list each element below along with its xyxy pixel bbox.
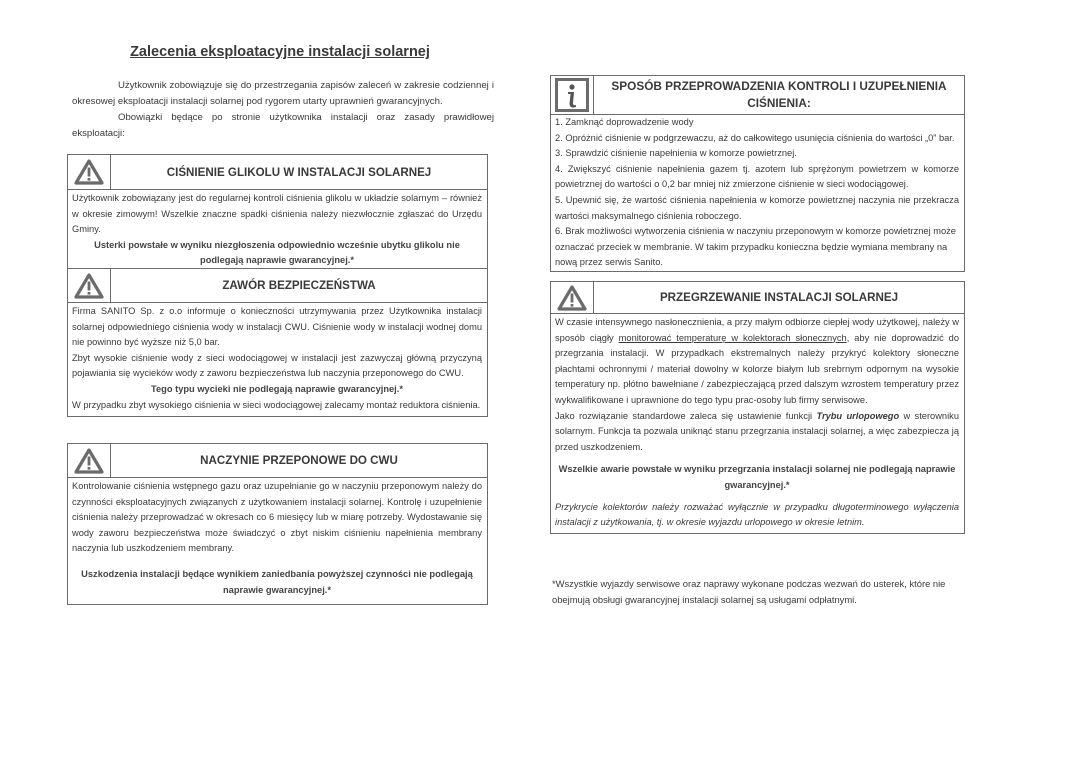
warning-triangle-icon [551,282,594,313]
italic-term: Trybu urlopowego [816,410,900,421]
text-span: Jako rozwiązanie standardowe zaleca się ustawienie funkcji [555,410,817,421]
section-text: Firma SANITO Sp. z o.o informuje o konieczności utrzymywania przez Użytkownika instalacji solarnej odpowiedniego ciśnienia wody w instalacji CWU. Ciśnienie wody w instalacji wodnej domu nie powinno być wyższe niż 5,0 bar. [72,306,482,348]
section-expansion-vessel [67,443,488,605]
warranty-note: Wszelkie awarie powstałe w wyniku przegrzania instalacji solarnej nie podlegają naprawie gwarancyjnej.* [558,464,956,490]
procedure-step: 1. Zamknąć doprowadzenie wody [555,117,694,127]
warning-triangle-icon [68,444,111,477]
section-safety-valve [67,268,488,417]
section-glikol-pressure [67,154,488,273]
section-heading: CIŚNIENIE GLIKOLU W INSTALACJI SOLARNEJ [166,165,432,179]
procedure-step: 5. Upewnić się, że wartość ciśnienia napełnienia w komorze powietrznej naczynia nie przekracza wartości maksymalnego ciśnienia roboczego. [555,194,959,221]
italic-note: Przykrycie kolektorów należy rozważać wyłącznie w przypadku długoterminowego wyłączenia instalacji z użytkowania, tj. w okresie wyjazdu urlopowego w okresie letnim. [555,501,959,528]
procedure-step: 3. Sprawdzić ciśnienie napełnienia w komorze powietrznej. [555,148,797,159]
procedure-step: 2. Opróżnić ciśnienie w podgrzewaczu, aż do całkowitego usunięcia ciśnienia do wartości „0” bar. [555,132,955,143]
section-heading: PRZEGRZEWANIE INSTALACJI SOLARNEJ [659,291,899,304]
warranty-note: Usterki powstałe w wyniku niezgłoszenia odpowiednio wcześnie ubytku glikolu nie podlegają naprawie gwarancyjnej.* [94,239,460,266]
section-text: W przypadku zbyt wysokiego ciśnienia w sieci wodociągowej zalecamy montaż reduktora ciśnienia. [72,399,481,410]
section-text: Zbyt wysokie ciśnienie wody z sieci wodociągowej w instalacji jest zazwyczaj główną przyczyną pojawiania się wycieków wody z zaworu bezpieczeństwa lub naczynia przeponowego do CWU. [72,352,482,379]
warranty-note: Tego typu wycieki nie podlegają naprawie gwarancyjnej.* [151,383,403,394]
footnote: *Wszystkie wyjazdy serwisowe oraz naprawy wykonane podczas wezwań do usterek, które nie obejmują obsługi gwarancyjnej instalacji solarnej są usługami odpłatnymi. [552,578,946,605]
intro-paragraph: Użytkownik zobowiązuje się do przestrzegania zapisów zaleceń w zakresie codziennej i okresowej eksploatacji instalacji solarnej pod rygorem utarty uprawnień gwarancyjnych. [72,80,494,107]
intro [72,78,494,142]
text-span: w sterowniku solarnym. Funkcja ta pozwala uniknąć stanu przegrzania instalacji solarnej, a więc zabezpiecza ją przed uszkodzeniem. [555,410,959,452]
section-pressure-procedure [550,75,965,272]
warning-triangle-icon [68,155,111,189]
section-heading: SPOSÓB PRZEPROWADZENIA KONTROLI I UZUPEŁNIENIA CIŚNIENIA: [611,79,947,110]
procedure-step: 4. Zwiększyć ciśnienie napełnienia gazem tj. azotem lub sprężonym powietrzem w komorze powietrznej do wartości o 0,2 bar mniej niż zmierzone ciśnienie w sieci wodociągowej. [555,163,959,190]
underlined-text: monitorować temperaturę w kolektorach słonecznych [618,332,847,343]
text-span: W czasie intensywnego nasłonecznienia, a przy małym odbiorze ciepłej wody użytkowej, należy w sposób ciągły [555,317,959,343]
section-text: Użytkownik zobowiązany jest do regularnej kontroli ciśnienia glikolu w układzie solarnym – również w okresie zimowym! Wszelkie znaczne spadki ciśnienia należy niezwłocznie zgłaszać do Urzędu Gminy. [72,193,482,235]
procedure-step: 6. Brak możliwości wytworzenia ciśnienia w naczyniu przeponowym w komorze powietrznej może oznaczać przeciek w membranie. W takim przypadku konieczna będzie wymiana membrany na nową przez serwis Sanito. [555,226,956,268]
intro-paragraph: Obowiązki będące po stronie użytkownika instalacji oraz zasady prawidłowej eksploatacji: [72,112,494,139]
document-title: Zalecenia eksploatacyjne instalacji solarnej [130,44,430,60]
warning-triangle-icon [68,269,111,302]
section-text [555,315,959,409]
info-icon [551,76,594,114]
section-overheating [550,281,965,534]
section-text [555,409,959,456]
section-heading: NACZYNIE PRZEPONOWE DO CWU [200,454,398,467]
text-span: , aby nie doprowadzić do przegrzania instalacji. W przypadkach ekstremalnych należy przykryć kolektory słoneczne płachtami ochronnymi / materiał dowolny w kolorze białym lub srebrnym odpornym na wysokie temperatury np. płótno bawełniane / zabezpieczającą przed dalszym wzrostem temperatury przez wykwalifikowane i uprawnione do tego typu prac-osoby lub firmy serwisowe. [555,332,960,405]
section-text: Kontrolowanie ciśnienia wstępnego gazu oraz uzupełnianie go w naczyniu przeponowym należy do czynności eksploatacyjnych związanych z użytkowaniem instalacji solarnej. Kontrolę i uzupełnienie ciśnienia należy przeprowadzać w okresach co 6 miesięcy lub w miarę potrzeby. Wydostawanie się wody zaworu bezpieczeństwa może świadczyć o zbyt niskim ciśnieniu napełnienia membrany naczynia lub uszkodzeniem membrany. [72,481,482,554]
section-heading: ZAWÓR BEZPIECZEŃSTWA [222,279,376,292]
warranty-note: Uszkodzenia instalacji będące wynikiem zaniedbania powyższej czynności nie podlegają naprawie gwarancyjnej.* [81,568,473,595]
